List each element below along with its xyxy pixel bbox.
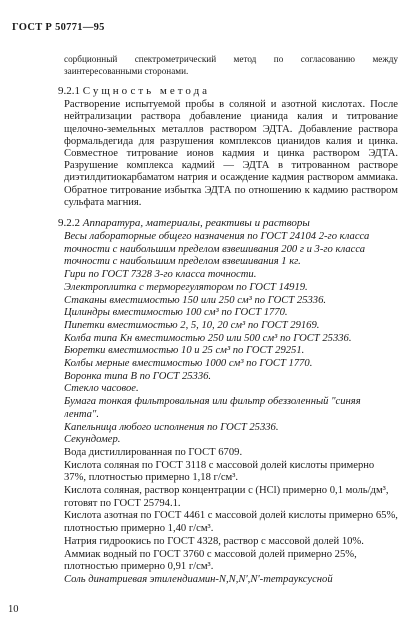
item-text: Натрия гидроокись по ГОСТ 4328, раствор с массовой долей 10%.: [64, 535, 364, 547]
item-text: Воронка типа В по ГОСТ 25336.: [64, 370, 212, 382]
item-text: Бумага тонкая фильтровальная или фильтр обеззоленный "синяя лента".: [64, 396, 361, 420]
item-text: Капельница любого исполнения по ГОСТ 25336.: [64, 421, 279, 433]
item-text: Цилиндры вместимостью 100 см³ по ГОСТ 1770.: [64, 307, 288, 319]
document-body: [8, 54, 398, 587]
item-text: Секундомер.: [64, 434, 121, 446]
item-text: Весы лабораторные общего назначения по ГОСТ 24104 2-го класса точности с наибольшим пределом взвешивания 200 г и 3-го класса точности с наибольшим пределом взвешивания 1 кг.: [64, 231, 370, 268]
section-number: 9.2.2: [58, 217, 80, 230]
item-text: Стекло часовое.: [64, 383, 139, 395]
item-text: Кислота соляная, раствор концентрации c (HCl) примерно 0,1 моль/дм³, готовят по ГОСТ 25794.1.: [64, 485, 389, 509]
item-text: Бюретки вместимостью 10 и 25 см³ по ГОСТ 29251.: [64, 345, 305, 357]
section-heading-922: [58, 217, 398, 229]
section-text-921: Растворение испытуемой пробы в соляной и азотной кислотах. После нейтрализации раствора добавление цианида калия и титрование щелочно-земельных металлов раствором ЭДТА. Добавление раствора формальдегида для разрушения комплексов цианидов калия и цинка. Совместное титрование ионов кадмия и цинка раствором ЭДТА. Разрушение комплекса кадмий — ЭДТА в титрованном растворе диэтилдитиокарбаматом натрия и осаждение кадмия раствором аммиака. Обратное титрование избытка ЭДТА по отношению к кадмию раствором сульфата магния.: [64, 99, 398, 208]
section-title: Сущность метода: [82, 85, 211, 98]
section-title: Аппаратура, материалы, реактивы и растворы: [82, 217, 310, 230]
page-number: 10: [8, 604, 19, 615]
item-text: Электроплитка с терморегулятором по ГОСТ 14919.: [64, 281, 308, 293]
intro-paragraph: сорбционный спектрометрический метод по согласованию между заинтересованными сторонами.: [64, 54, 398, 76]
item-text: Пипетки вместимостью 2, 5, 10, 20 см³ по ГОСТ 29169.: [64, 319, 320, 331]
item-text: Аммиак водный по ГОСТ 3760 с массовой долей примерно 25%, плотностью примерно 0,91 г/см³.: [64, 548, 357, 573]
item-text: Кислота соляная по ГОСТ 3118 с массовой долей кислоты примерно 37%, плотностью примерно 1,18 г/см³.: [64, 459, 375, 484]
section-heading-921: [58, 85, 398, 97]
item-text: Колбы мерные вместимостью 1000 см³ по ГОСТ 1770.: [64, 358, 313, 370]
item-text: Соль динатриевая этилендиамин-N,N,N',N'-тетрауксусной: [64, 574, 333, 585]
item-text: Кислота азотная по ГОСТ 4461 с массовой долей кислоты примерно 65%, плотностью примерно 1,40 г/см³.: [64, 510, 398, 535]
item-text: Гири по ГОСТ 7328 3-го класса точности.: [64, 269, 257, 281]
page-header: ГОСТ Р 50771—95: [12, 22, 105, 33]
section-number: 9.2.1: [58, 85, 80, 98]
item-text: Колба типа Кн вместимостью 250 или 500 см³ по ГОСТ 25336.: [64, 332, 352, 344]
item-text: Вода дистиллированная по ГОСТ 6709.: [64, 446, 243, 458]
item-text: Стаканы вместимостью 150 или 250 см³ по ГОСТ 25336.: [64, 294, 327, 306]
